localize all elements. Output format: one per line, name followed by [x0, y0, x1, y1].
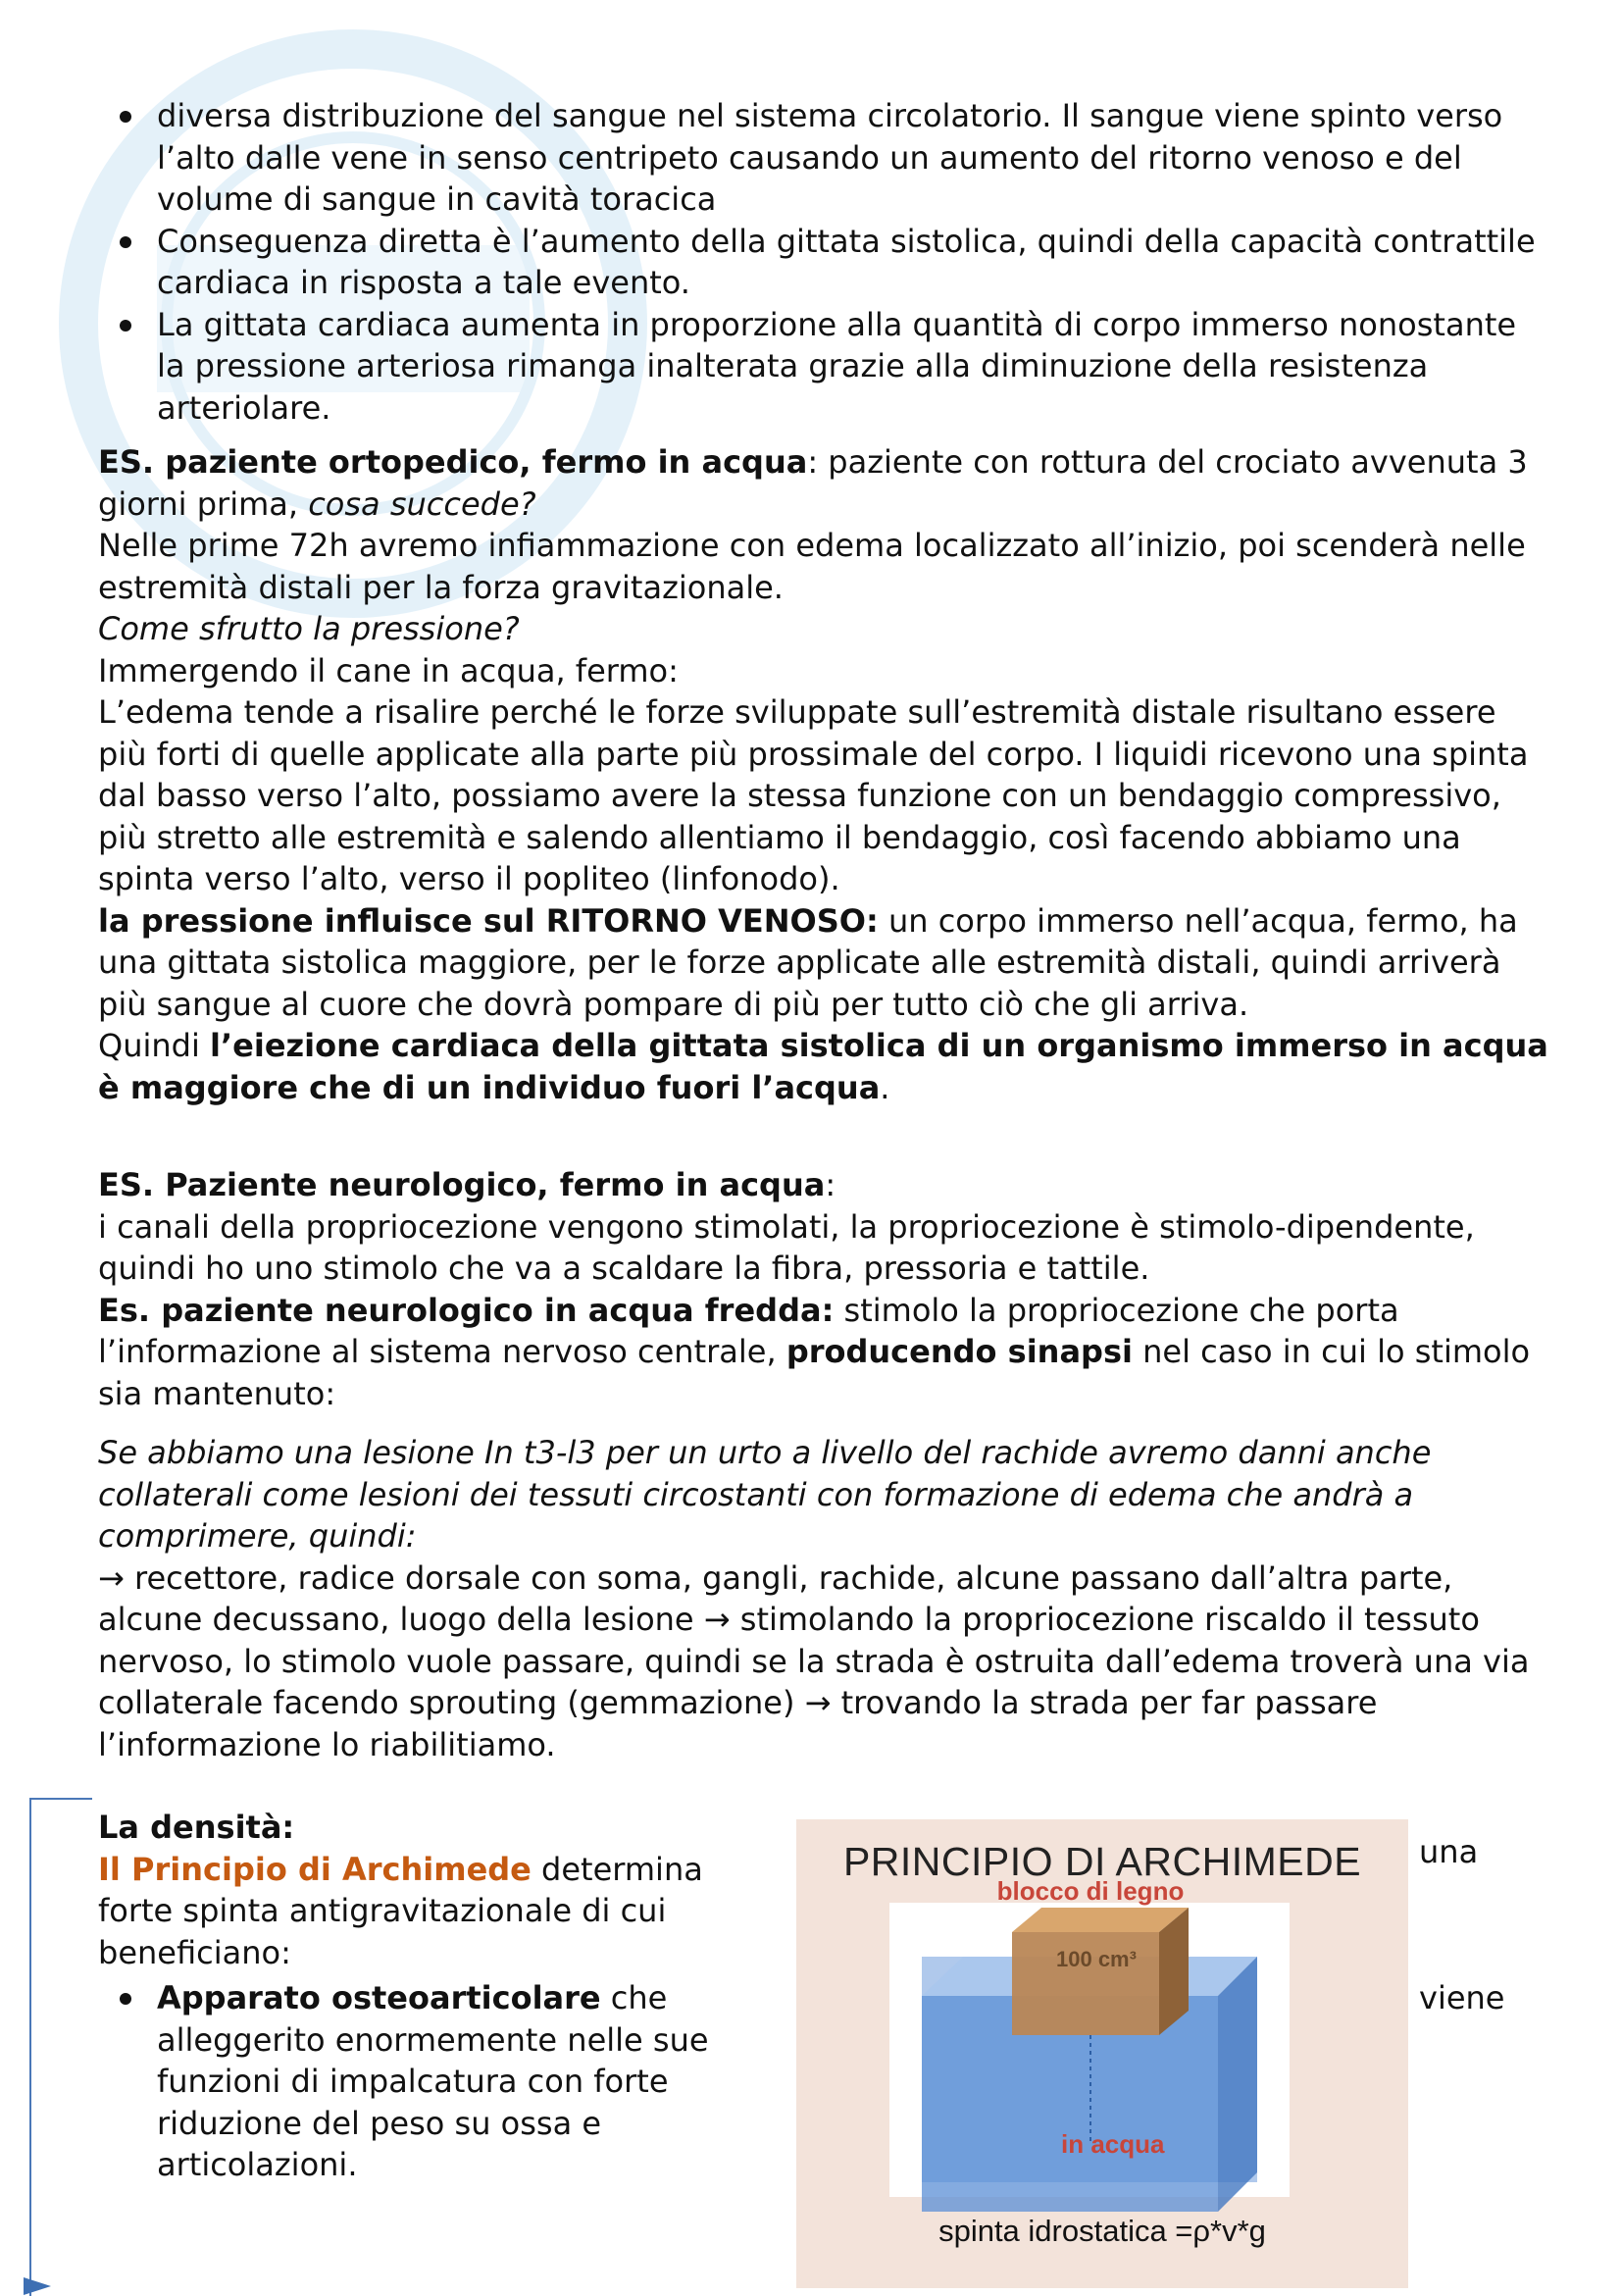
italic-question: Come sfrutto la pressione?: [98, 610, 520, 647]
text-span: nel caso in cui lo stimolo sia mantenuto:: [98, 1333, 1531, 1412]
list-item: [108, 1977, 755, 2186]
hydrostatic-formula: spinta idrostatica =ρ*v*g: [938, 2214, 1266, 2248]
paragraph: [98, 1290, 1549, 1415]
text-span: stimolo la propriocezione che porta l’informazione al sistema nervoso centrale,: [98, 1291, 1399, 1370]
text-span: trovando la strada per far passare l’informazione lo riabilitiamo.: [98, 1684, 1378, 1763]
water-side: [1218, 1957, 1257, 2212]
bullet-dot-icon: [120, 236, 131, 248]
text-span: :: [825, 1166, 836, 1203]
arrow-icon: →: [703, 1601, 731, 1638]
density-bullet: [108, 1977, 755, 2186]
top-bullet-list: [108, 95, 1540, 429]
density-section: [98, 1807, 745, 1973]
bold-span: producendo sinapsi: [785, 1333, 1133, 1370]
bullet-dot-icon: [120, 111, 131, 123]
paragraph: [98, 900, 1549, 1026]
lesion-section: [98, 1432, 1549, 1765]
section-heading: ES. paziente ortopedico, fermo in acqua: [98, 443, 808, 481]
paragraph: [98, 608, 1549, 650]
water-label: in acqua: [1061, 2129, 1165, 2159]
paragraph: Nelle prime 72h avremo infiammazione con edema localizzato all’inizio, poi scenderà nelle estremità distali per la forza gravitazionale.: [98, 527, 1526, 606]
text-span: : paziente con rottura del crociato avvenuta 3 giorni prima,: [98, 443, 1528, 523]
text-span: Quindi: [98, 1027, 211, 1064]
paragraph: Immergendo il cane in acqua, fermo:: [98, 651, 679, 689]
text-span: alleggerito enormemente nelle sue funzioni di impalcatura con forte riduzione del peso su ossa e articolazioni.: [157, 2020, 709, 2183]
text-span: stimolando la propriocezione riscaldo il tessuto nervoso, lo stimolo vuole passare, quindi se la strada è ostruita dall’edema troverà una via collaterale facendo sprouting (gemmazione): [98, 1601, 1530, 1721]
bullet-dot-icon: [120, 320, 131, 332]
paragraph: [98, 1849, 745, 1891]
paragraph: L’edema tende a risalire perché le forze sviluppate sull’estremità distale risultano essere più forti di quelle applicate alla parte più prossimale del corpo. I liquidi ricevono una spinta dal basso verso l’alto, possiamo avere la stessa funzione con un bendaggio compressivo, più stretto alle estremità e salendo allentiamo il bendaggio, così facendo abbiamo una spinta verso l’alto, verso il popliteo (linfonodo).: [98, 693, 1529, 897]
bold-span: la pressione influisce sul RITORNO VENOSO:: [98, 901, 879, 940]
list-item: [108, 95, 1540, 221]
text-span: determina: [531, 1850, 703, 1888]
bullet-text: diversa distribuzione del sangue nel sistema circolatorio. Il sangue viene spinto verso l’alto dalle vene in senso centripeto causando un aumento del ritorno venoso e del volume di sangue in cavità toracica: [157, 97, 1503, 218]
text-span: un corpo immerso nell’acqua, fermo, ha una gittata sistolica maggiore, per le forze applicate alle estremità distali, quindi arriverà più sangue al cuore che dovrà pompare di più per tutto ciò che gli arriva.: [98, 901, 1518, 1023]
overflow-word: viene: [1419, 1979, 1505, 2016]
arrow-icon: →: [804, 1684, 832, 1721]
example-orthopedic-section: [98, 441, 1549, 1108]
bullet-text: Conseguenza diretta è l’aumento della gittata sistolica, quindi della capacità contrattile cardiaca in risposta a tale evento.: [157, 222, 1536, 301]
bold-span: Apparato osteoarticolare: [157, 1979, 601, 2016]
arrow-icon: →: [98, 1558, 125, 1597]
paragraph: [98, 1164, 1549, 1206]
bullet-content: [157, 1979, 709, 2183]
paragraph: [98, 1807, 745, 1849]
paragraph: [98, 1432, 1549, 1557]
archimedes-figure: [796, 1819, 1408, 2288]
bullet-dot-icon: [120, 1993, 131, 2005]
paragraph: [98, 441, 1549, 525]
paragraph: i canali della propriocezione vengono stimolati, la propriocezione è stimolo-dipendente, quindi ho uno stimolo che va a scaldare la fibra, pressoria e tattile.: [98, 1207, 1475, 1287]
section-heading: ES. Paziente neurologico, fermo in acqua: [98, 1166, 826, 1203]
example-neurological-section: [98, 1164, 1549, 1414]
figure-title: PRINCIPIO DI ARCHIMEDE: [842, 1839, 1362, 1884]
text-span: .: [880, 1068, 890, 1106]
bold-span: Es. paziente neurologico in acqua fredda:: [98, 1291, 835, 1329]
paragraph: [98, 1557, 1549, 1766]
list-item: [108, 221, 1540, 304]
paragraph: [98, 1025, 1549, 1108]
paragraph: forte spinta antigravitazionale di cui beneficiano:: [98, 1892, 667, 1971]
side-bracket: [29, 1798, 92, 2296]
archimede-highlight: Il Principio di Archimede: [98, 1850, 532, 1888]
list-item: [108, 304, 1540, 430]
text-span: che: [600, 1979, 668, 2016]
bracket-arrow-icon: [24, 2277, 51, 2295]
italic-paragraph: Se abbiamo una lesione In t3-l3 per un urto a livello del rachide avremo danni anche collaterali come lesioni dei tessuti circostanti con formazione di edema che andrà a comprimere, quindi:: [98, 1434, 1432, 1555]
italic-question: cosa succede?: [308, 485, 536, 523]
wood-top: [1012, 1908, 1189, 1932]
block-label: blocco di legno: [996, 1876, 1185, 1906]
overflow-word: una: [1419, 1833, 1479, 1870]
text-span: recettore, radice dorsale con soma, gangli, rachide, alcune passano dall’altra parte, alcune decussano, luogo della lesione: [98, 1558, 1453, 1638]
bold-span: l’eiezione cardiaca della gittata sistolica di un organismo immerso in acqua è maggiore che di un individuo fuori l’acqua: [98, 1027, 1548, 1106]
section-heading: La densità:: [98, 1809, 295, 1846]
bullet-text: La gittata cardiaca aumenta in proporzione alla quantità di corpo immerso nonostante la pressione arteriosa rimanga inalterata grazie alla diminuzione della resistenza arteriolare.: [157, 305, 1517, 427]
volume-label: 100 cm³: [1056, 1947, 1137, 1971]
